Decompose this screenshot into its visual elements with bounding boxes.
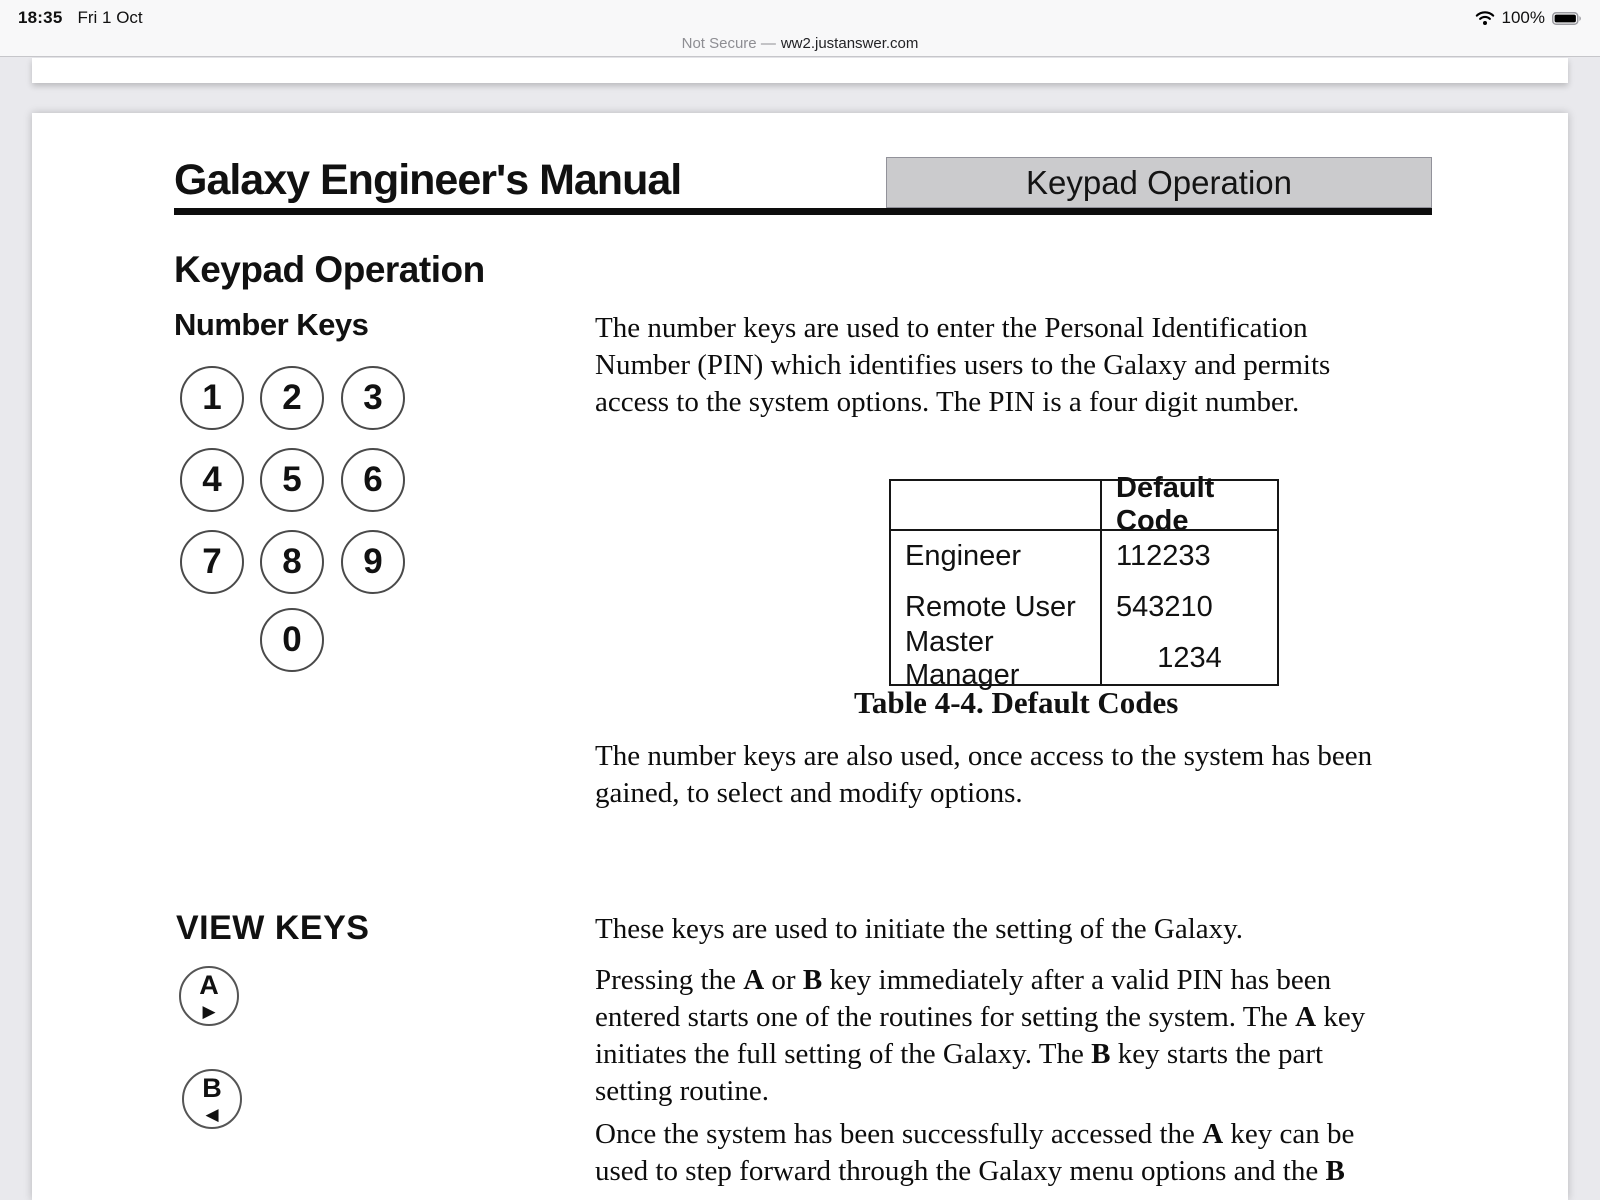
battery-percent-label: 100% <box>1501 8 1545 27</box>
keypad-key-0: 0 <box>260 608 324 672</box>
status-right <box>1475 8 1582 28</box>
default-codes-table <box>889 472 1279 691</box>
pressing-paragraph: Pressing the A or B key immediately after a valid PIN has been entered starts one of the routines for setting the system. The A key initiates the full setting of the Galaxy. The B key starts the part setting routine. <box>595 964 1366 1107</box>
once-accessed-paragraph: Once the system has been successfully accessed the A key can be used to step forward through the Galaxy menu options and the B <box>595 1118 1355 1187</box>
table-row-label: Master Manager <box>905 625 1020 691</box>
view-key-b <box>182 1069 242 1129</box>
keypad-operation-heading: Keypad Operation <box>174 249 485 290</box>
document-page <box>32 113 1568 1200</box>
arrow-right-icon: ▶ <box>202 1002 216 1021</box>
table-row-label: Engineer <box>905 540 1022 572</box>
number-keys-also-paragraph: The number keys are also used, once access to the system has been gained, to select and modify options. <box>595 740 1373 809</box>
url-bar[interactable] <box>0 30 1600 56</box>
view-key-a <box>179 966 239 1026</box>
keypad-key-3: 3 <box>341 366 405 430</box>
clock-label: 18:35 <box>18 8 63 27</box>
status-left <box>18 8 143 28</box>
keypad-key-6: 6 <box>341 448 405 512</box>
url-domain: ww2.justanswer.com <box>780 34 919 52</box>
document-header <box>174 157 1432 215</box>
pin-paragraph: The number keys are used to enter the Personal Identification Number (PIN) which identifies users to the Galaxy and permits access to the system options. The PIN is a four digit number. <box>595 312 1331 418</box>
keypad-key-9: 9 <box>341 530 405 594</box>
table-row-code: 112233 <box>1100 531 1277 582</box>
date-label: Fri 1 Oct <box>77 8 143 27</box>
view-key-b-label: B <box>202 1073 222 1103</box>
keypad-key-7: 7 <box>180 530 244 594</box>
keypad-key-8: 8 <box>260 530 324 594</box>
wifi-icon <box>1475 11 1495 26</box>
not-secure-label: Not Secure — <box>681 34 776 52</box>
table-header-default-code: Default Code <box>1100 481 1277 531</box>
view-keys-intro-paragraph: These keys are used to initiate the setting of the Galaxy. <box>595 913 1243 945</box>
status-bar <box>0 0 1600 30</box>
table-caption: Table 4-4. Default Codes <box>854 685 1179 720</box>
keypad-key-4: 4 <box>180 448 244 512</box>
keypad-key-2: 2 <box>260 366 324 430</box>
manual-title: Galaxy Engineer's Manual <box>174 156 682 204</box>
keypad-key-1: 1 <box>180 366 244 430</box>
section-tab: Keypad Operation <box>886 157 1432 208</box>
keypad-key-5: 5 <box>260 448 324 512</box>
arrow-left-icon: ◀ <box>205 1105 219 1124</box>
number-keys-heading: Number Keys <box>174 307 369 342</box>
table-row-label: Remote User <box>905 591 1076 623</box>
table-row-code: 1234 <box>1100 633 1277 684</box>
battery-icon <box>1552 12 1582 25</box>
view-key-a-label: A <box>199 970 219 1000</box>
view-keys-heading: VIEW KEYS <box>176 909 370 947</box>
table-header-empty-cell <box>891 481 1100 531</box>
previous-page-edge <box>32 58 1568 83</box>
browser-chrome <box>0 0 1600 57</box>
table-row-code: 543210 <box>1100 582 1277 633</box>
